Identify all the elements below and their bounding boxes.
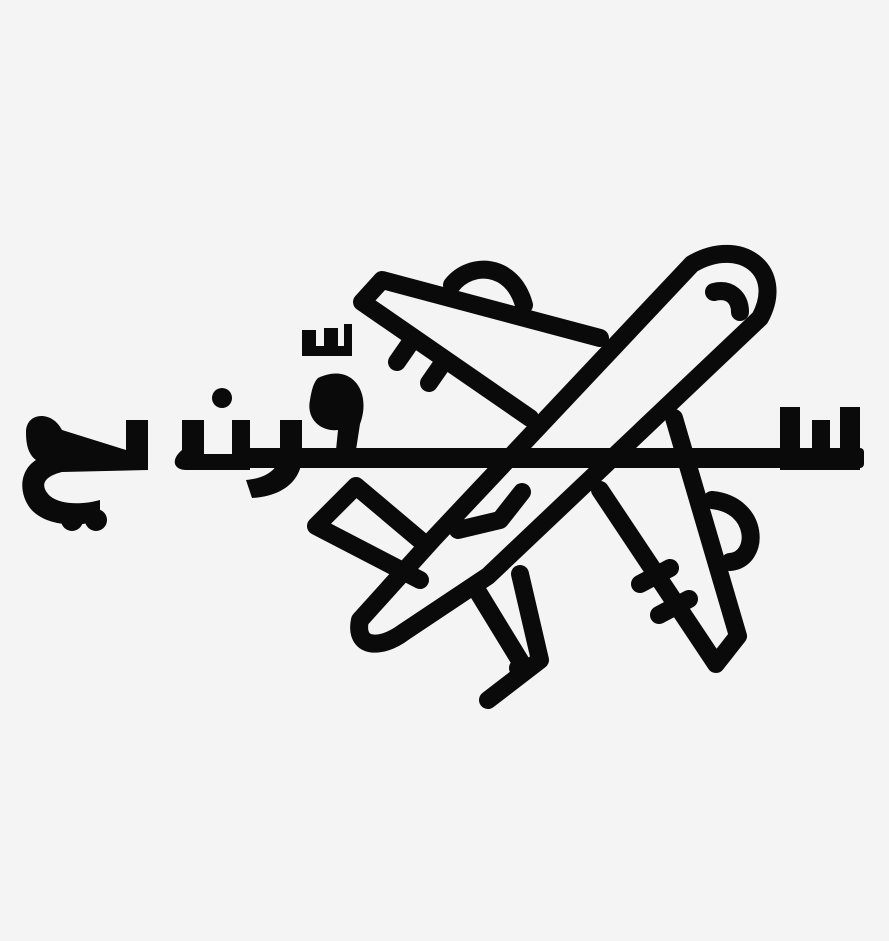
letter-ya-dot-right [85,509,107,531]
airplane-icon [316,254,768,700]
letter-seen [780,407,860,470]
shadda [302,324,352,356]
letter-ya [22,416,148,525]
airplane-cockpit [714,291,740,312]
airplane-tail-right [478,592,522,668]
wordmark-baseline [232,448,864,468]
letter-noon-dot [212,388,232,408]
letter-fa [309,374,363,450]
letter-ya-dot-left [61,509,83,531]
letter-noon [175,420,250,470]
